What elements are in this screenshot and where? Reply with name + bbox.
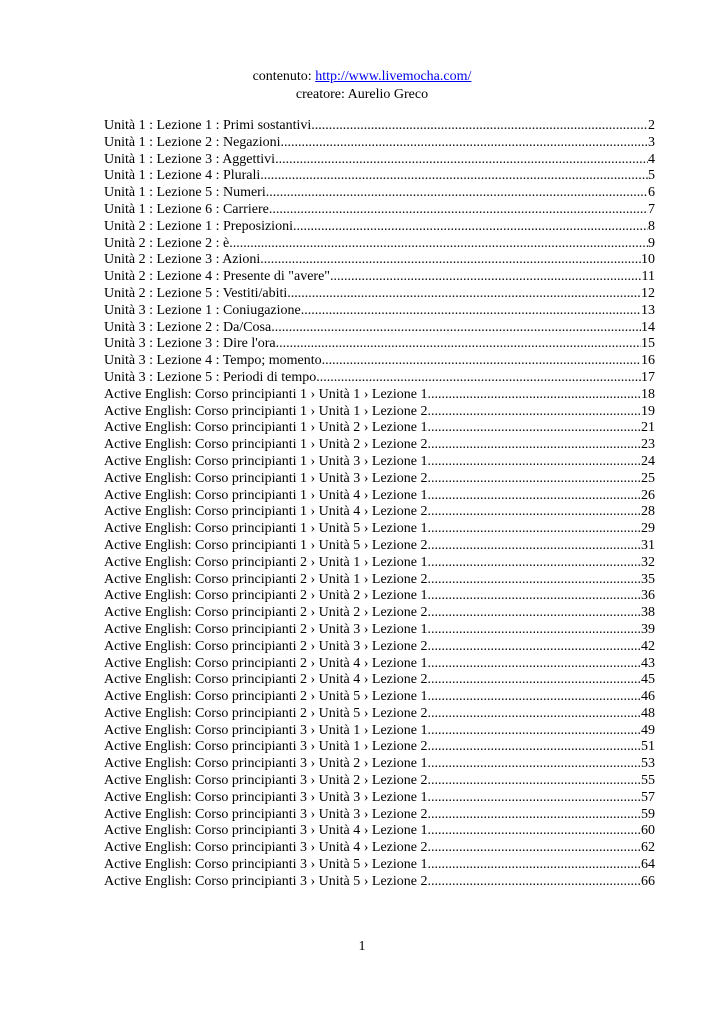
toc-entry-label: Active English: Corso principianti 2 › Unità 1 › Lezione 1 [104, 554, 428, 570]
toc-dot-leader [427, 723, 641, 740]
toc-entry[interactable] [104, 168, 655, 185]
toc-entry-page: 13 [641, 302, 655, 318]
toc-entry[interactable] [104, 353, 655, 370]
toc-entry-page: 45 [641, 672, 655, 688]
toc-entry-page: 2 [648, 118, 655, 133]
toc-entry-label: Active English: Corso principianti 1 › Unità 3 › Lezione 1 [104, 453, 428, 469]
toc-entry-label: Unità 1 : Lezione 4 : Plurali [104, 168, 261, 184]
toc-dot-leader [427, 504, 641, 521]
toc-dot-leader [427, 689, 641, 706]
toc-entry[interactable] [104, 706, 655, 723]
toc-entry-page: 3 [648, 134, 655, 150]
toc-entry-label: Active English: Corso principianti 1 › Unità 4 › Lezione 2 [104, 504, 428, 520]
toc-entry-page: 14 [641, 319, 655, 335]
toc-entry-label: Unità 2 : Lezione 1 : Preposizioni [104, 218, 293, 234]
toc-dot-leader [427, 790, 641, 807]
toc-dot-leader [427, 572, 641, 589]
toc-entry[interactable] [104, 471, 655, 488]
toc-entry[interactable] [104, 672, 655, 689]
toc-entry-label: Active English: Corso principianti 3 › Unità 3 › Lezione 2 [104, 806, 428, 822]
toc-entry-page: 23 [641, 437, 655, 453]
toc-entry[interactable] [104, 857, 655, 874]
toc-entry-label: Unità 3 : Lezione 3 : Dire l'ora [104, 336, 276, 352]
toc-dot-leader [427, 538, 641, 555]
toc-entry-label: Active English: Corso principianti 1 › Unità 4 › Lezione 1 [104, 487, 428, 503]
toc-dot-leader [427, 521, 641, 538]
toc-entry-label: Active English: Corso principianti 3 › Unità 1 › Lezione 1 [104, 722, 428, 738]
toc-entry-label: Unità 2 : Lezione 4 : Presente di "avere" [104, 269, 331, 285]
toc-entry-label: Active English: Corso principianti 3 › Unità 5 › Lezione 2 [104, 873, 428, 889]
toc-dot-leader [427, 404, 641, 421]
toc-entry[interactable] [104, 118, 655, 135]
document-header [0, 68, 724, 104]
toc-entry[interactable] [104, 874, 655, 891]
toc-entry-label: Active English: Corso principianti 2 › Unità 5 › Lezione 1 [104, 689, 428, 705]
toc-entry[interactable] [104, 639, 655, 656]
toc-entry-page: 53 [641, 756, 655, 772]
toc-entry-label: Active English: Corso principianti 1 › Unità 5 › Lezione 1 [104, 521, 428, 537]
toc-entry-page: 39 [641, 621, 655, 637]
toc-entry[interactable] [104, 219, 655, 236]
toc-entry-page: 49 [641, 722, 655, 738]
toc-entry[interactable] [104, 521, 655, 538]
toc-entry-label: Active English: Corso principianti 3 › Unità 2 › Lezione 1 [104, 756, 428, 772]
toc-entry[interactable] [104, 689, 655, 706]
toc-dot-leader [287, 286, 641, 303]
toc-entry[interactable] [104, 739, 655, 756]
toc-dot-leader [427, 555, 641, 572]
toc-entry-page: 4 [648, 151, 655, 167]
toc-entry-label: Active English: Corso principianti 2 › Unità 3 › Lezione 1 [104, 621, 428, 637]
toc-entry-page: 62 [641, 840, 655, 856]
toc-entry[interactable] [104, 286, 655, 303]
toc-dot-leader [427, 622, 641, 639]
table-of-contents [104, 118, 655, 891]
toc-entry-label: Active English: Corso principianti 3 › Unità 4 › Lezione 2 [104, 840, 428, 856]
creator-line: creatore: Aurelio Greco [295, 87, 429, 102]
toc-entry[interactable] [104, 605, 655, 622]
toc-entry[interactable] [104, 152, 655, 169]
toc-entry[interactable] [104, 454, 655, 471]
toc-dot-leader [427, 488, 641, 505]
toc-entry-label: Unità 3 : Lezione 4 : Tempo; momento [104, 353, 322, 369]
toc-entry-page: 24 [641, 453, 655, 469]
toc-dot-leader [269, 202, 648, 219]
toc-dot-leader [281, 135, 649, 152]
toc-entry[interactable] [104, 807, 655, 824]
toc-dot-leader [427, 656, 641, 673]
toc-entry[interactable] [104, 185, 655, 202]
toc-entry-label: Active English: Corso principianti 2 › Unità 4 › Lezione 2 [104, 672, 428, 688]
toc-entry-label: Active English: Corso principianti 3 › Unità 3 › Lezione 1 [104, 789, 428, 805]
toc-entry-label: Active English: Corso principianti 3 › Unità 1 › Lezione 2 [104, 739, 428, 755]
toc-entry-label: Unità 1 : Lezione 1 : Primi sostantivi [104, 118, 312, 133]
toc-entry[interactable] [104, 437, 655, 454]
toc-dot-leader [427, 437, 641, 454]
toc-entry[interactable] [104, 202, 655, 219]
toc-dot-leader [427, 756, 641, 773]
toc-entry[interactable] [104, 370, 655, 387]
toc-entry-page: 5 [648, 168, 655, 184]
toc-entry-label: Active English: Corso principianti 1 › Unità 1 › Lezione 2 [104, 403, 428, 419]
toc-entry-page: 25 [641, 470, 655, 486]
toc-entry-label: Active English: Corso principianti 1 › Unità 2 › Lezione 1 [104, 420, 428, 436]
toc-dot-leader [301, 303, 641, 320]
toc-entry-label: Unità 2 : Lezione 5 : Vestiti/abiti [104, 285, 288, 301]
toc-entry[interactable] [104, 773, 655, 790]
toc-dot-leader [266, 185, 648, 202]
toc-dot-leader [322, 353, 641, 370]
toc-entry-page: 64 [641, 857, 655, 873]
toc-entry-label: Unità 1 : Lezione 6 : Carriere [104, 201, 269, 217]
page-number: 1 [358, 939, 366, 954]
toc-entry[interactable] [104, 723, 655, 740]
toc-entry-label: Active English: Corso principianti 2 › Unità 3 › Lezione 2 [104, 638, 428, 654]
toc-entry[interactable] [104, 622, 655, 639]
toc-entry[interactable] [104, 252, 655, 269]
toc-entry-label: Unità 1 : Lezione 3 : Aggettivi [104, 151, 276, 167]
toc-entry-page: 32 [641, 554, 655, 570]
toc-dot-leader [229, 236, 648, 253]
toc-entry[interactable] [104, 320, 655, 337]
toc-entry-label: Active English: Corso principianti 2 › Unità 4 › Lezione 1 [104, 655, 428, 671]
toc-entry-label: Active English: Corso principianti 1 › Unità 2 › Lezione 2 [104, 437, 428, 453]
toc-dot-leader [427, 807, 641, 824]
toc-dot-leader [311, 118, 648, 135]
toc-entry-label: Unità 2 : Lezione 2 : è [104, 235, 230, 251]
toc-dot-leader [330, 269, 641, 286]
toc-entry-page: 9 [648, 235, 655, 251]
toc-entry[interactable] [104, 303, 655, 320]
toc-dot-leader [427, 605, 641, 622]
toc-entry-page: 26 [641, 487, 655, 503]
toc-entry-page: 31 [641, 537, 655, 553]
toc-entry[interactable] [104, 404, 655, 421]
toc-entry-label: Active English: Corso principianti 2 › Unità 1 › Lezione 2 [104, 571, 428, 587]
toc-entry-page: 11 [641, 269, 655, 285]
toc-entry-label: Active English: Corso principianti 1 › Unità 1 › Lezione 1 [104, 386, 428, 402]
toc-entry-label: Active English: Corso principianti 1 › Unità 5 › Lezione 2 [104, 537, 428, 553]
toc-dot-leader [427, 773, 641, 790]
toc-entry-page: 35 [641, 571, 655, 587]
toc-entry[interactable] [104, 790, 655, 807]
toc-entry-page: 19 [641, 403, 655, 419]
toc-dot-leader [276, 336, 641, 353]
toc-entry-label: Unità 3 : Lezione 5 : Periodi di tempo [104, 369, 317, 385]
toc-dot-leader [427, 857, 641, 874]
toc-entry-page: 43 [641, 655, 655, 671]
toc-entry[interactable] [104, 387, 655, 404]
toc-dot-leader [316, 370, 641, 387]
toc-entry-page: 48 [641, 705, 655, 721]
toc-entry-page: 66 [641, 873, 655, 889]
toc-entry-label: Active English: Corso principianti 1 › Unità 3 › Lezione 2 [104, 470, 428, 486]
toc-entry-label: Active English: Corso principianti 2 › Unità 2 › Lezione 2 [104, 605, 428, 621]
toc-entry-label: Active English: Corso principianti 2 › Unità 5 › Lezione 2 [104, 705, 428, 721]
toc-dot-leader [427, 420, 641, 437]
toc-dot-leader [427, 471, 641, 488]
toc-entry[interactable] [104, 504, 655, 521]
content-link[interactable]: http://www.livemocha.com/ [315, 69, 472, 84]
toc-entry-page: 38 [641, 605, 655, 621]
toc-entry-label: Unità 3 : Lezione 2 : Da/Cosa [104, 319, 272, 335]
toc-entry-page: 28 [641, 504, 655, 520]
toc-dot-leader [427, 874, 641, 891]
toc-entry-page: 59 [641, 806, 655, 822]
toc-entry-label: Active English: Corso principianti 3 › Unità 2 › Lezione 2 [104, 773, 428, 789]
toc-dot-leader [427, 840, 641, 857]
toc-dot-leader [427, 823, 641, 840]
toc-entry[interactable] [104, 572, 655, 589]
toc-dot-leader [427, 706, 641, 723]
toc-entry-page: 36 [641, 588, 655, 604]
toc-dot-leader [293, 219, 648, 236]
toc-entry-page: 60 [641, 823, 655, 839]
toc-entry-page: 16 [641, 353, 655, 369]
toc-entry[interactable] [104, 488, 655, 505]
toc-entry-page: 46 [641, 689, 655, 705]
toc-entry-page: 12 [641, 285, 655, 301]
content-line [0, 68, 724, 86]
toc-dot-leader [260, 168, 648, 185]
toc-dot-leader [427, 639, 641, 656]
toc-entry[interactable] [104, 336, 655, 353]
toc-dot-leader [427, 739, 641, 756]
toc-entry[interactable] [104, 588, 655, 605]
toc-entry[interactable] [104, 236, 655, 253]
toc-entry-page: 55 [641, 773, 655, 789]
toc-entry-label: Active English: Corso principianti 2 › Unità 2 › Lezione 1 [104, 588, 428, 604]
toc-entry-page: 21 [641, 420, 655, 436]
toc-entry-label: Unità 1 : Lezione 5 : Numeri [104, 185, 266, 201]
toc-entry[interactable] [104, 840, 655, 857]
toc-entry[interactable] [104, 269, 655, 286]
toc-entry-label: Unità 1 : Lezione 2 : Negazioni [104, 134, 281, 150]
content-label: contenuto: [252, 69, 316, 84]
toc-entry-page: 51 [641, 739, 655, 755]
toc-entry-label: Unità 2 : Lezione 3 : Azioni [104, 252, 261, 268]
toc-entry-label: Active English: Corso principianti 3 › Unità 5 › Lezione 1 [104, 857, 428, 873]
toc-dot-leader [271, 320, 641, 337]
toc-entry-label: Unità 3 : Lezione 1 : Coniugazione [104, 302, 301, 318]
toc-dot-leader [427, 672, 641, 689]
toc-entry-page: 42 [641, 638, 655, 654]
toc-entry-page: 15 [641, 336, 655, 352]
toc-entry[interactable] [104, 538, 655, 555]
toc-entry-label: Active English: Corso principianti 3 › Unità 4 › Lezione 1 [104, 823, 428, 839]
toc-entry[interactable] [104, 420, 655, 437]
toc-entry-page: 57 [641, 789, 655, 805]
toc-entry-page: 8 [648, 218, 655, 234]
toc-dot-leader [275, 152, 648, 169]
toc-entry[interactable] [104, 823, 655, 840]
toc-entry[interactable] [104, 756, 655, 773]
toc-entry-page: 18 [641, 386, 655, 402]
toc-entry-page: 6 [648, 185, 655, 201]
toc-entry-page: 17 [641, 369, 655, 385]
toc-entry-page: 7 [648, 201, 655, 217]
toc-entry[interactable] [104, 656, 655, 673]
toc-dot-leader [427, 454, 641, 471]
toc-entry-page: 10 [641, 252, 655, 268]
toc-dot-leader [260, 252, 641, 269]
toc-dot-leader [427, 387, 641, 404]
toc-entry[interactable] [104, 135, 655, 152]
toc-dot-leader [427, 588, 641, 605]
toc-entry[interactable] [104, 555, 655, 572]
toc-entry-page: 29 [641, 521, 655, 537]
